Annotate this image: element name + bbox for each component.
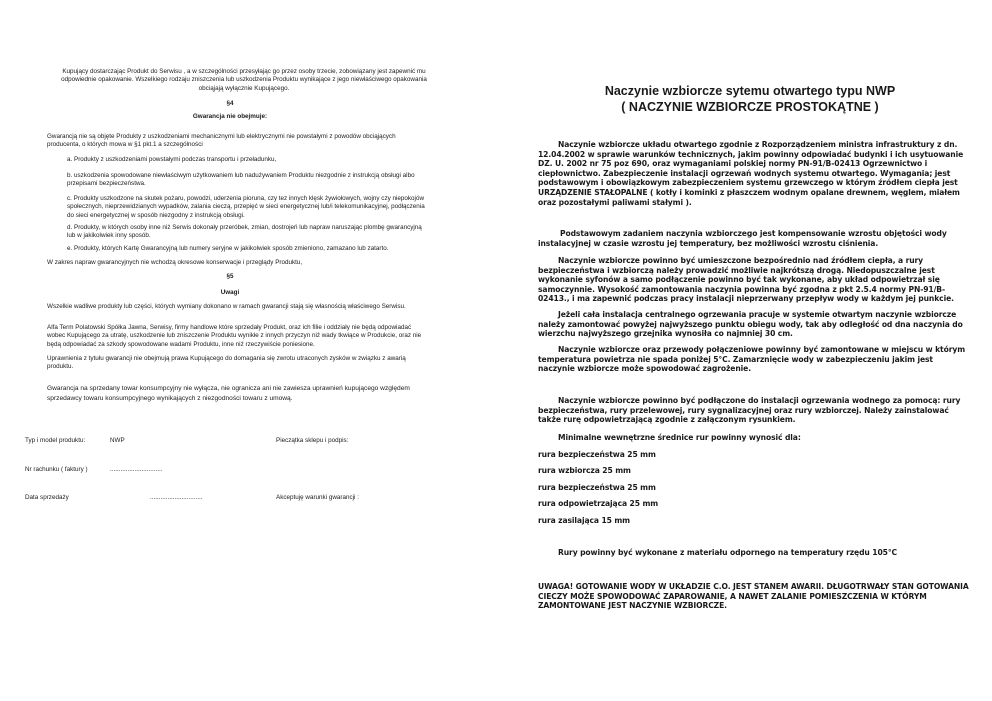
- pipe-item: rura bezpieczeństwa 25 mm: [538, 483, 656, 492]
- invoice-value: ..............................: [110, 466, 163, 473]
- section-5-paragraph-1: Wszelkie wadliwe produkty lub części, których wymiany dokonano w ramach gwarancji stają się własnością właściwego Serwisu.: [47, 303, 406, 310]
- list-item-c: c. Produkty uszkodzone na skutek pożaru, powodzi, uderzenia pioruna, czy tez innych klęsk żywiołowych, wojny czy niepokojów społecznych, nieprzewidzianych wypadków, zalania cieczą, przepięć w sieci energetycznej lub/i telekomunikacyjnej, podłączenia do sieci energetycznej w sposób niezgodny z instrukcją obsługi.: [67, 195, 425, 219]
- doc-title-line-1: Naczynie wzbiorcze sytemu otwartego typu NWP: [604, 84, 896, 98]
- model-value: NWP: [110, 437, 125, 444]
- placement-paragraph: Naczynie wzbiorcze powinno być umieszczone bezpośrednio nad źródłem ciepła, a rury bezpieczeństwa i wzbiorczą należy prowadzić możliwie najkrótszą drogą. Niedopuszczalne jest wykonanie syfonów a samo podłączenie powinno być tak wykonane, aby układ odpowietrzał się samoczynnie. Wysokość zamontowania naczynia powinna być zgodna z pkt 2.5.4 normy PN-91/B-02413., i ma zapewnić podczas pracy instalacji nieprzerwany przepływ wody w każdym jej punkcie.: [538, 256, 954, 304]
- section-5-paragraph-2: Alfa Term Polatowski Spółka Jawna, Serwisy, firmy handlowe które sprzedały Produkt, oraz ich filie i oddziały nie będą odpowiadać wobec Kupującego za utratę, uszkodzenie lub zniszczenie Produktu wynikłe z innych przyczyn niż wady tkwiące w Produkcie, oraz nie będą odpowiadać za szkody spowodowane wadami Produktu, inne niż rzeczywiście poniesione.: [47, 324, 422, 348]
- intro-paragraph: Kupujący dostarczając Produkt do Serwisu , a w szczególności przesyłając go przez osoby trzecie, zobowiązany jest zapewnić mu odpowiednie opakowanie. Wszelkiego rodzaju zniszczenia lub uszkodzenia Produktu wynikające z jego niewłaściwego opakowania obciąjają wyłącznie Kupującego.: [61, 68, 427, 92]
- section-5-paragraph-4: Gwarancja na sprzedany towar konsumpcyjny nie wyłącza, nie ogranicza ani nie zawiesza uprawnień kupującego względem sprzedawcy towaru konsumpcyjnego wynikających z niezgodności towaru z umową.: [47, 385, 410, 402]
- frost-paragraph: Naczynie wzbiorcze oraz przewody połączeniowe powinny być zamontowane w miejscu w którym temperatura powietrza nie spada poniżej 5°C. Zamarznięcie wody w zabezpieczeniu jakim jest naczynie wzbiorcze może spowodować zagrożenie.: [538, 345, 966, 374]
- section-5-paragraph-3: Uprawnienia z tytułu gwarancji nie obejmują prawa Kupującego do domagania się zwrotu utraconych zysków w związku z awarią produktu.: [47, 355, 406, 371]
- list-item-b: b. uszkodzenia spowodowane niewłaściwym użytkowaniem lub nadużywaniem Produktu niezgodnie z instrukcją obsługi albo przepisami bezpieczeństwa.: [67, 172, 415, 188]
- material-note: Rury powinny być wykonane z materiału odpornego na temperatury rzędu 105°C: [558, 548, 898, 557]
- pipe-item: rura bezpieczeństwa 25 mm: [538, 450, 656, 459]
- pipe-item: rura wzbiorcza 25 mm: [538, 466, 631, 475]
- invoice-label: Nr rachunku ( faktury ): [25, 466, 88, 473]
- model-label: Typ i model produktu:: [25, 437, 86, 444]
- section-5-title: Uwagi: [220, 289, 240, 296]
- list-item-e: e. Produkty, których Kartę Gwarancyjną lub numery seryjne w jakikolwiek sposób zmieniono, zamazano lub zatarto.: [67, 245, 389, 252]
- section-5-number: §5: [226, 273, 234, 280]
- pipe-item: rura zasilająca 15 mm: [538, 516, 630, 525]
- accept-terms-label: Akceptuję warunki gwarancji :: [276, 494, 359, 501]
- doc-title-line-2: ( NACZYNIE WZBIORCZE PROSTOKĄTNE ): [621, 100, 879, 114]
- purpose-paragraph: Podstawowym zadaniem naczynia wzbiorczego jest kompensowanie wzrostu objętości wody instalacyjnej w czasie wzrostu jej temperatury, bez możliwości wzrostu ciśnienia.: [538, 229, 947, 248]
- sale-date-value: ..............................: [150, 494, 203, 501]
- expansion-vessel-page: [500, 0, 992, 701]
- list-item-a: a. Produkty z uszkodzeniami powstałymi podczas transportu i przeładunku,: [67, 156, 277, 163]
- section-4-outro: W zakres napraw gwarancyjnych nie wchodzą okresowe konserwacje i przeglądy Produktu,: [47, 259, 303, 266]
- open-system-paragraph: Jeżeli cała instalacja centralnego ogrzewania pracuje w systemie otwartym naczynie wzbiorcze należy zamontować powyżej najwyższego punktu obiegu wody, tak aby odległość od dna naczynia do wierzchu najwyższego grzejnika wynosiła co najmniej 30 cm.: [538, 310, 963, 339]
- section-4-intro: Gwarancją nie są objęte Produkty z uszkodzeniami mechanicznymi lub elektrycznymi nie powstałymi z powodów obciąjących producenta, o których mowa w §1 pkt.1 a szczególności: [47, 133, 396, 149]
- pipe-diameters-intro: Minimalne wewnętrzne średnice rur powinny wynosić dla:: [558, 433, 801, 442]
- pipe-item: rura odpowietrzająca 25 mm: [538, 499, 659, 508]
- intro-paragraph: Naczynie wzbiorcze układu otwartego zgodnie z Rozporządzeniem ministra infrastruktury z dn. 12.04.2002 w sprawie warunków technicznych, jakim powinny odpowiadać budynki i ich usytuowanie DZ. U. 2002 nr 75 poz 690, oraz wymaganiami polskiej normy PN-91/B-02413 Ogrzewnictwo i ciepłownictwo. Zabezpieczenie instalacji ogrzewań wodnych systemu otwartego. Wymagania; jest podstawowym i obowiązkowym zabezpieczeniem systemu grzewczego w którym źródłem ciepła jest URZĄDZENIE STAŁOPALNE ( kotły i kominki z płaszczem wodnym opalane drewnem, węglem, miałem oraz pozostałymi paliwami stałymi ).: [538, 140, 964, 207]
- list-item-d: d. Produkty, w których osoby inne niż Serwis dokonały przeróbek, zmian, dostrojeń lub napraw naruszając plombę gwarancyjną lub w jakikolwiek inny sposób.: [67, 224, 422, 240]
- warning-paragraph: UWAGA! GOTOWANIE WODY W UKŁADZIE C.O. JEST STANEM AWARII. DŁUGOTRWAŁY STAN GOTOWANIA CIECZY MOŻE SPOWODOWAĆ ZAPAROWANIE, A NAWET ZALANIE POMIESZCZENIA W KTÓRYM ZAMONTOWANE JEST NACZYNIE WZBIORCZE.: [538, 582, 969, 611]
- connection-paragraph: Naczynie wzbiorcze powinno być podłączone do instalacji ogrzewania wodnego za pomocą: rury bezpieczeństwa, rury przelewowej, rury sygnalizacyjnej oraz rury wzbiorczej. Należy zainstalować także rurę odpowietrzającą zgodnie z załączonym rysunkiem.: [538, 396, 961, 425]
- section-4-number: §4: [226, 100, 234, 107]
- section-4-title: Gwarancja nie obejmuje:: [192, 113, 268, 120]
- stamp-label: Pieczątka sklepu i podpis:: [276, 437, 349, 444]
- warranty-page: [0, 0, 470, 701]
- sale-date-label: Data sprzedaży: [25, 494, 69, 501]
